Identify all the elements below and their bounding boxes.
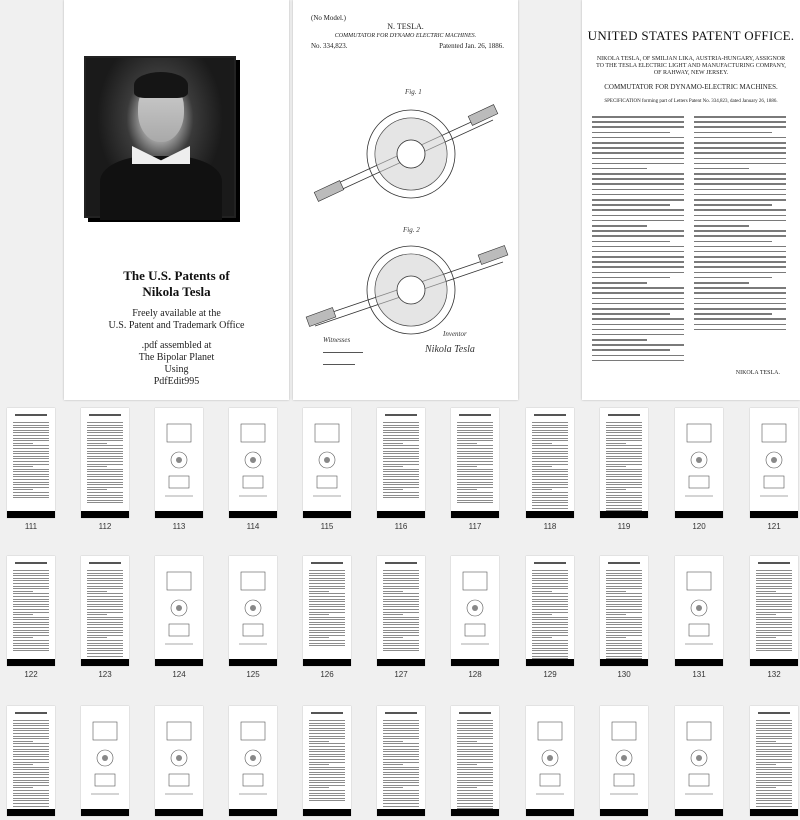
page-thumbnail[interactable]	[303, 706, 351, 816]
fig1-label: Fig. 1	[405, 88, 422, 96]
patent-office-heading: UNITED STATES PATENT OFFICE.	[587, 28, 795, 43]
page-thumbnail[interactable]	[377, 408, 425, 518]
tesla-portrait	[84, 56, 236, 218]
spec-heading: COMMUTATOR FOR DYNAMO-ELECTRIC MACHINES.	[604, 83, 778, 91]
page-thumbnail[interactable]	[7, 556, 55, 666]
page-number-label: 119	[617, 522, 631, 531]
fig2-label: Fig. 2	[403, 226, 420, 234]
witnesses-label: Witnesses	[323, 336, 351, 344]
page-number-label: 123	[98, 670, 112, 679]
page-thumbnail[interactable]	[81, 706, 129, 816]
page-number-label: 114	[246, 522, 260, 531]
page-number-label: 111	[24, 522, 38, 531]
page-thumbnail[interactable]	[675, 556, 723, 666]
spec-column-left	[592, 116, 684, 396]
drawing-title: COMMUTATOR FOR DYNAMO ELECTRIC MACHINES.	[334, 33, 477, 39]
page-thumbnail[interactable]	[675, 408, 723, 518]
page-number-label: 126	[320, 670, 334, 679]
cover-text: U.S. Patent and Trademark Office	[108, 320, 245, 331]
page-number-label: 130	[617, 670, 631, 679]
page-thumbnail[interactable]	[451, 706, 499, 816]
inventor-label: Inventor	[443, 330, 467, 338]
page-number-label: 112	[98, 522, 112, 531]
assignor-text: NIKOLA TESLA, OF SMILJAN LIKA, AUSTRIA-HUNGARY, ASSIGNOR TO THE TESLA ELECTRIC LIGHT AND MANUFACTURING COMPANY, OF RAHWAY, NEW JERSEY.	[596, 56, 786, 76]
cover-text: Freely available at the	[132, 308, 221, 319]
page-number-label: 118	[543, 522, 557, 531]
page-thumbnail[interactable]	[303, 408, 351, 518]
page-thumbnail[interactable]	[451, 556, 499, 666]
page-thumbnail[interactable]	[750, 408, 798, 518]
page-thumbnail[interactable]	[229, 408, 277, 518]
page-thumbnail[interactable]	[526, 556, 574, 666]
cover-title: The U.S. Patents of Nikola Tesla	[123, 268, 230, 299]
page-number-label: 117	[468, 522, 482, 531]
page-number-label: 131	[692, 670, 706, 679]
cover-text: The Bipolar Planet	[138, 352, 215, 363]
page-thumbnail[interactable]	[600, 408, 648, 518]
page-number-label: 120	[692, 522, 706, 531]
page-thumbnail[interactable]	[526, 408, 574, 518]
page-thumbnail[interactable]	[451, 408, 499, 518]
cover-text: .pdf assembled at	[141, 340, 212, 351]
drawing-inventor: N. TESLA.	[387, 22, 424, 31]
inventor-signature: Nikola Tesla	[425, 344, 475, 355]
page-thumbnail[interactable]	[377, 556, 425, 666]
patent-date: Patented Jan. 26, 1886.	[439, 42, 504, 50]
page-thumbnail[interactable]	[155, 706, 203, 816]
page-thumbnail[interactable]	[750, 556, 798, 666]
cover-text: PdfEdit995	[153, 376, 200, 387]
page-number-label: 128	[468, 670, 482, 679]
spec-column-right	[694, 116, 786, 396]
page-thumbnail[interactable]	[750, 706, 798, 816]
page-number-label: 115	[320, 522, 334, 531]
page-number-label: 129	[543, 670, 557, 679]
page-number-label: 116	[394, 522, 408, 531]
page-thumbnail[interactable]	[155, 556, 203, 666]
page-number-label: 122	[24, 670, 38, 679]
spec-signer: NIKOLA TESLA.	[735, 370, 780, 376]
page-number-label: 132	[767, 670, 781, 679]
page-thumbnail[interactable]	[600, 556, 648, 666]
page-thumbnail[interactable]	[303, 556, 351, 666]
spec-line: SPECIFICATION forming part of Letters Patent No. 334,823, dated January 26, 1886.	[604, 99, 778, 104]
page-number-label: 127	[394, 670, 408, 679]
page-thumbnail[interactable]	[229, 706, 277, 816]
page-thumbnail-spec[interactable]	[582, 0, 800, 400]
page-number-label: 124	[172, 670, 186, 679]
page-thumbnail[interactable]	[600, 706, 648, 816]
page-number-label: 113	[172, 522, 186, 531]
page-number-label: 125	[246, 670, 260, 679]
page-thumbnail[interactable]	[7, 706, 55, 816]
page-thumbnail[interactable]	[81, 556, 129, 666]
page-number-label: 121	[767, 522, 781, 531]
page-thumbnail[interactable]	[675, 706, 723, 816]
model-note: (No Model.)	[311, 14, 346, 22]
page-thumbnail[interactable]	[526, 706, 574, 816]
page-thumbnail[interactable]	[81, 408, 129, 518]
page-thumbnail-drawing[interactable]	[293, 0, 518, 400]
page-thumbnail[interactable]	[377, 706, 425, 816]
page-thumbnail-cover[interactable]	[64, 0, 289, 400]
patent-number: No. 334,823.	[311, 42, 348, 50]
page-thumbnail[interactable]	[7, 408, 55, 518]
cover-text: Using	[164, 364, 189, 375]
page-thumbnail[interactable]	[155, 408, 203, 518]
page-thumbnail[interactable]	[229, 556, 277, 666]
